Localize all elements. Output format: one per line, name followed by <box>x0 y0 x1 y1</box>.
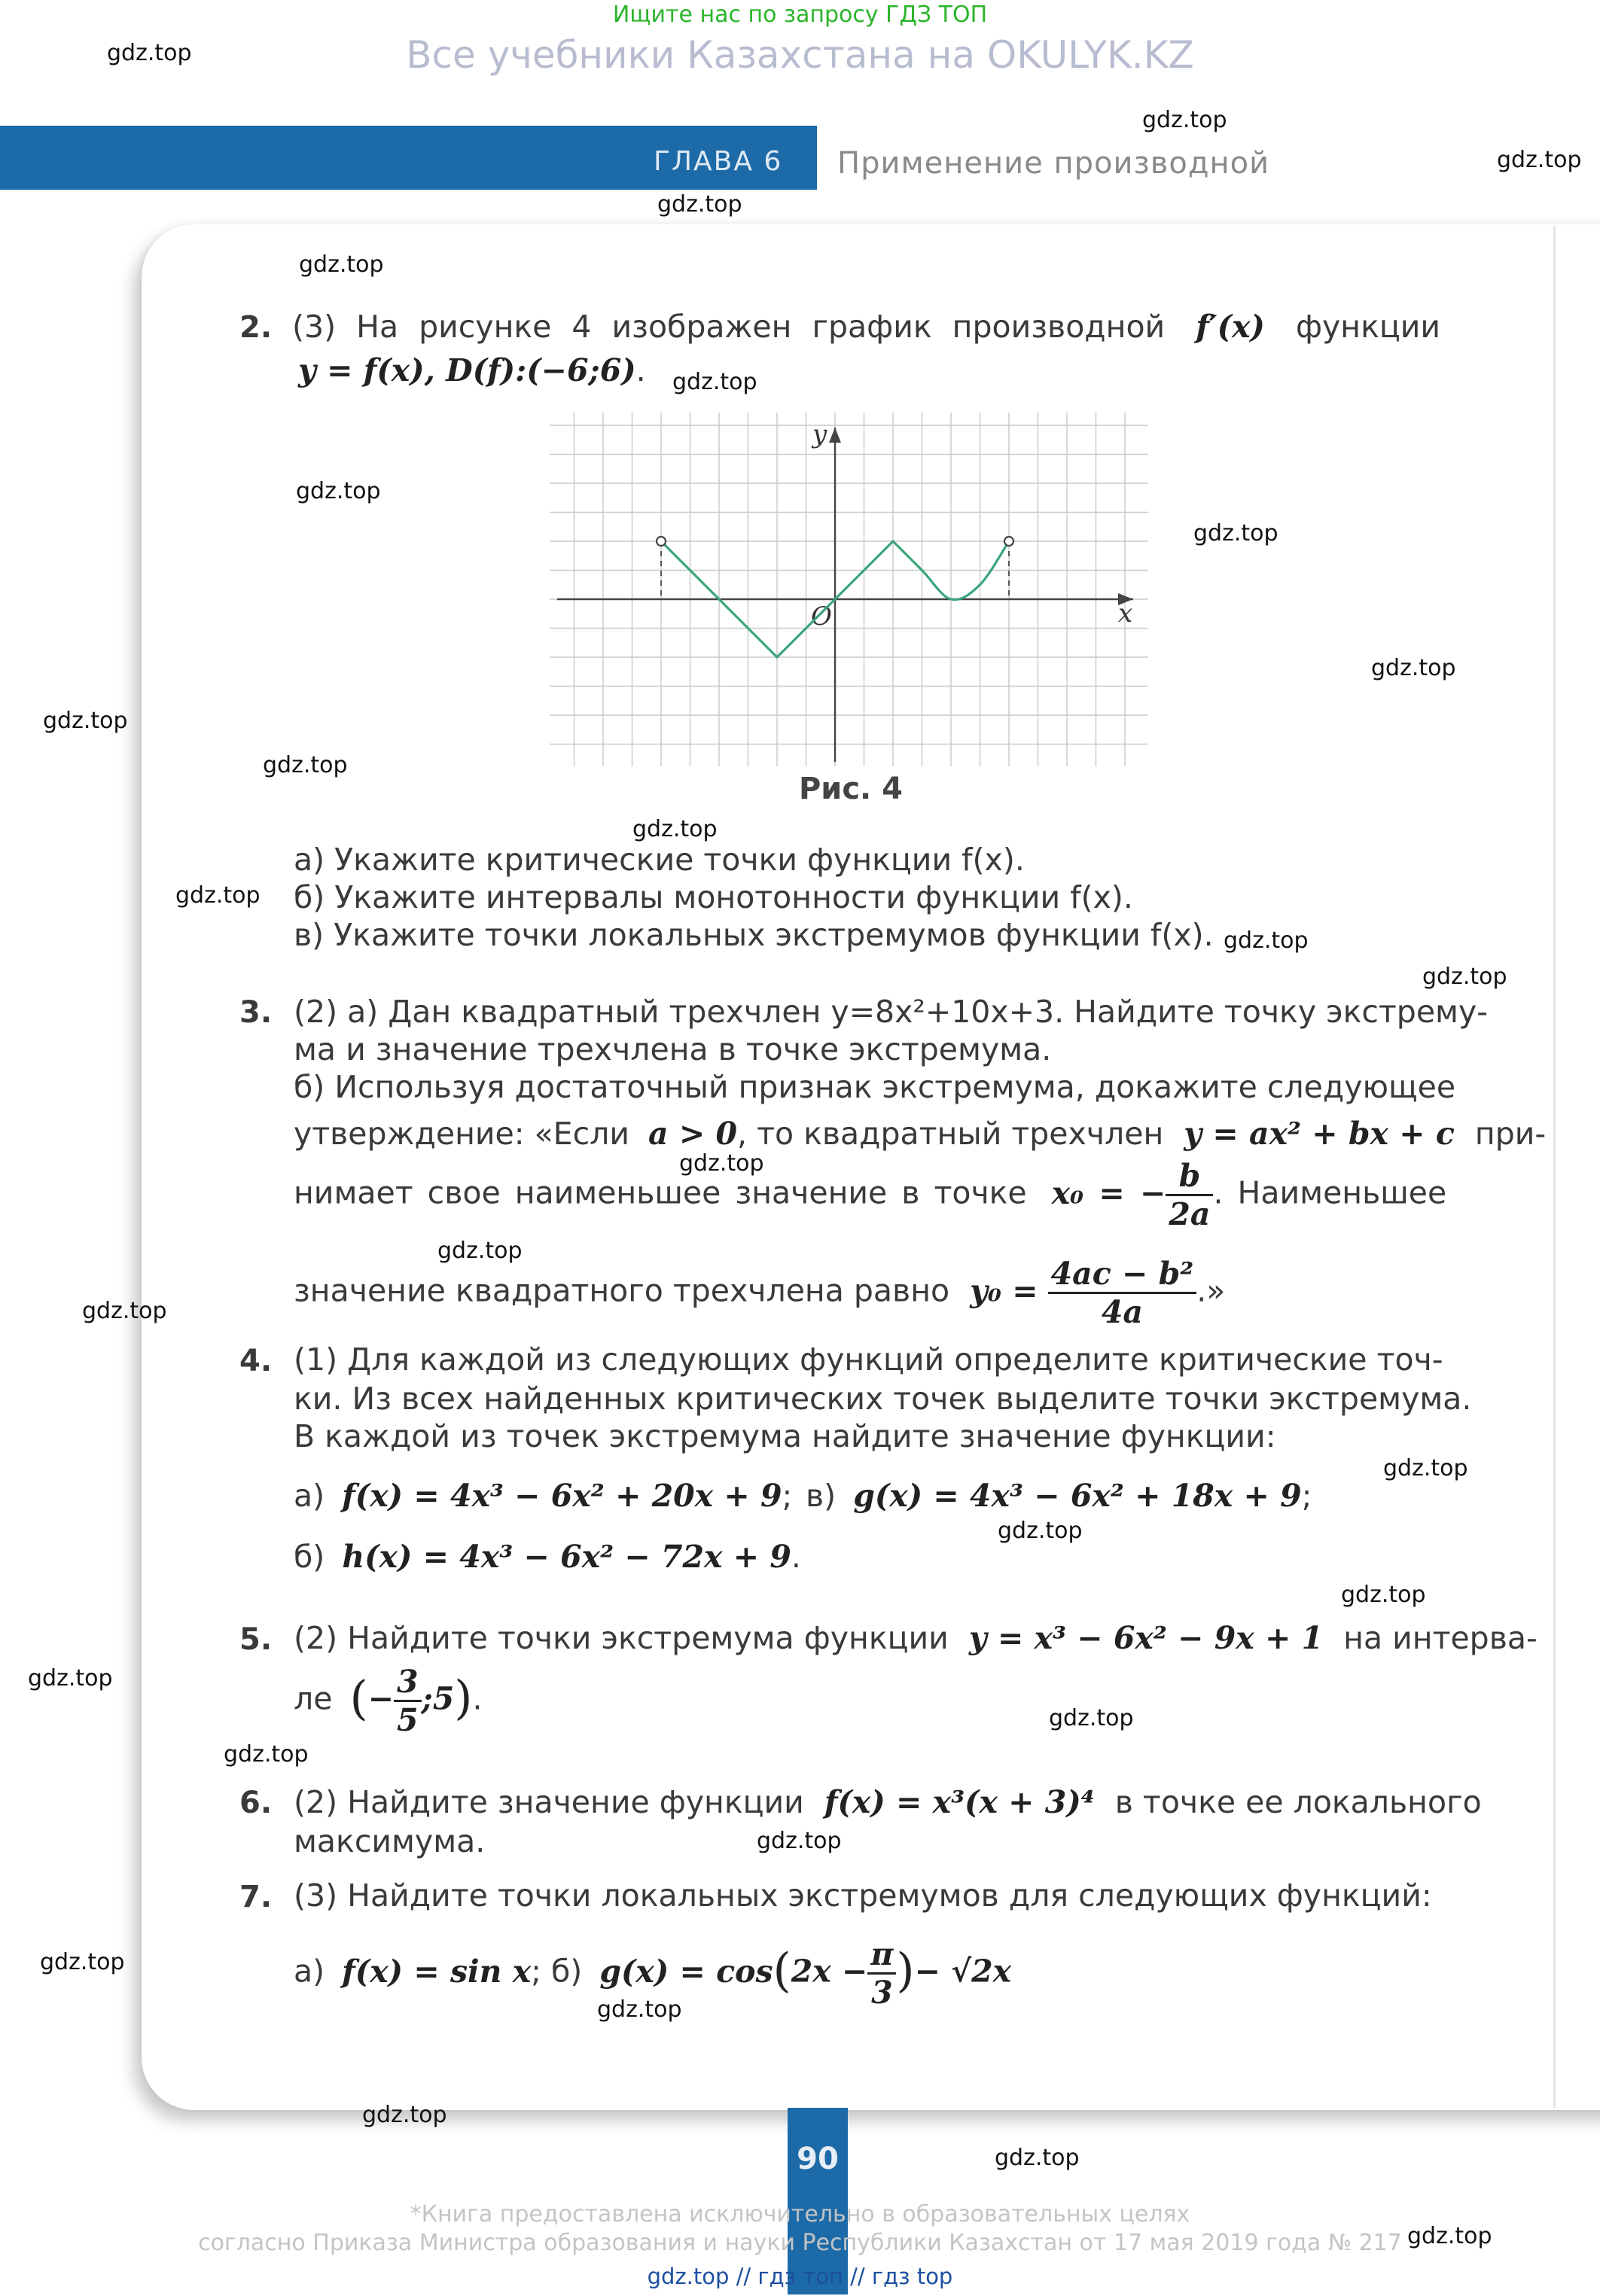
task-2-item-b: б) Укажите интервалы монотонности функции f(x). <box>294 879 1133 915</box>
y-axis-arrow <box>829 428 841 443</box>
watermark: gdz.top <box>679 1150 764 1177</box>
watermark: gdz.top <box>632 816 718 842</box>
task-5-line-1 <box>294 1620 1538 1656</box>
task-7-formula-g: g(x) = cos <box>599 1953 773 1990</box>
task-3-number: 3. <box>239 995 273 1030</box>
task-4-formula-h: h(x) = 4x³ − 6x² − 72x + 9 <box>342 1539 791 1575</box>
task-2-derivative: f′(x) <box>1196 309 1265 345</box>
task-6-function: f(x) = x³(x + 3)⁴ <box>824 1784 1095 1820</box>
watermark: gdz.top <box>263 752 348 778</box>
task-4-line-3: В каждой из точек экстремума найдите значение функции: <box>294 1418 1276 1454</box>
graph-grid <box>550 413 1148 766</box>
task-2-domain: y = f(x), D(f):(−6;6) <box>298 352 636 388</box>
fraction-denominator: 4a <box>1101 1294 1143 1330</box>
task-5-line-2 <box>294 1664 483 1738</box>
fraction-numerator: b <box>1166 1158 1213 1196</box>
task-6-text-wrap: в точке ее локального <box>1114 1784 1482 1820</box>
watermark: gdz.top <box>224 1741 309 1768</box>
task-5-number: 5. <box>239 1622 273 1657</box>
item-label: а) <box>294 1478 325 1514</box>
task-3-line-5 <box>294 1158 1446 1232</box>
watermark: gdz.top <box>998 1518 1083 1544</box>
watermark: gdz.top <box>82 1298 167 1324</box>
task-4-line-2: ки. Из всех найденных критических точек выделите точки экстремума. <box>294 1381 1472 1417</box>
task-3-statement-start: утверждение: «Если <box>294 1116 629 1152</box>
watermark: gdz.top <box>1224 927 1309 954</box>
footer-note-line-1: *Книга предоставлена исключительно в образовательных целях <box>410 2201 1190 2227</box>
task-5-function: y = x³ − 6x² − 9x + 1 <box>968 1620 1324 1656</box>
fraction-numerator: π <box>867 1936 896 1975</box>
task-4-formula-g: g(x) = 4x³ − 6x² + 18x + 9 <box>853 1478 1302 1514</box>
task-7-tail: − √2x <box>914 1953 1012 1990</box>
item-end: ; <box>782 1478 793 1514</box>
task-4-item-v <box>806 1478 1312 1514</box>
x-axis-label: x <box>1118 598 1133 629</box>
watermark: gdz.top <box>995 2145 1080 2171</box>
watermark: gdz.top <box>28 1665 113 1692</box>
task-3-line-3: б) Используя достаточный признак экстремума, докажите следующее <box>294 1069 1456 1105</box>
task-3-x0-fraction <box>1166 1158 1213 1232</box>
watermark: gdz.top <box>43 708 128 734</box>
task-2-dot: . <box>635 352 646 388</box>
task-3-y0-fraction <box>1048 1256 1197 1330</box>
task-4-formula-f: f(x) = 4x³ − 6x² + 20x + 9 <box>342 1478 782 1514</box>
watermark: gdz.top <box>1341 1582 1426 1608</box>
task-3-line-1: (2) а) Дан квадратный трехчлен y=8x²+10x+3. Найдите точку экстрему- <box>294 994 1489 1030</box>
task-5-text: (2) Найдите точки экстремума функции <box>294 1620 949 1656</box>
left-paren: ( <box>349 1670 368 1725</box>
watermark: gdz.top <box>1193 520 1278 547</box>
watermark: gdz.top <box>1142 107 1227 133</box>
right-paren: ) <box>454 1670 473 1725</box>
task-7-separator: ; б) <box>531 1953 583 1990</box>
fraction-numerator: 3 <box>394 1664 422 1702</box>
watermark: gdz.top <box>107 40 192 66</box>
footer-note-line-2: согласно Приказа Министра образования и науки Республики Казахстан от 17 мая 2019 года № 217 <box>198 2230 1402 2256</box>
task-3-statement-mid: , то квадратный трехчлен <box>737 1116 1164 1152</box>
watermark: gdz.top <box>1049 1705 1134 1731</box>
task-4-line-1: (1) Для каждой из следующих функций определите критические точ- <box>294 1341 1443 1378</box>
task-3-min-value-text: . Наименьшее <box>1213 1174 1447 1211</box>
footer-links[interactable]: gdz.top // гдз топ // гдз top <box>647 2264 953 2289</box>
task-3-line-4 <box>294 1116 1546 1152</box>
task-2-intro: (3) На рисунке 4 изображен график производной <box>292 309 1166 345</box>
origin-label: O <box>811 601 832 632</box>
chapter-label: ГЛАВА 6 <box>654 146 783 177</box>
task-3-quote-end: .» <box>1196 1272 1226 1309</box>
task-6-number: 6. <box>239 1786 273 1820</box>
watermark: gdz.top <box>175 882 261 909</box>
watermark: gdz.top <box>296 478 381 504</box>
watermark: gdz.top <box>597 1996 682 2023</box>
y-axis-label: y <box>812 419 827 449</box>
item-end: ; <box>1301 1478 1312 1514</box>
pi-fraction <box>867 1936 896 2011</box>
watermark: gdz.top <box>437 1238 523 1264</box>
search-hint: Ищите нас по запросу ГДЗ ТОП <box>612 2 988 28</box>
figure-caption: Рис. 4 <box>798 772 903 806</box>
watermark: gdz.top <box>362 2102 447 2128</box>
left-paren: ( <box>773 1942 791 1998</box>
task-3-x0: x₀ = − <box>1051 1174 1166 1211</box>
task-7-formula-f: f(x) = sin x <box>342 1953 532 1990</box>
watermark: gdz.top <box>1422 964 1507 990</box>
curve-endpoint <box>1004 537 1013 546</box>
task-3-min-point-text: нимает свое наименьшее значение в точке <box>294 1174 1027 1211</box>
task-7-number: 7. <box>239 1880 273 1914</box>
task-3-line-2: ма и значение трехчлена в точке экстремума. <box>294 1031 1052 1067</box>
item-label: а) <box>294 1953 325 1990</box>
task-3-quadratic: y = ax² + bx + c <box>1184 1116 1455 1152</box>
item-end: . <box>791 1539 801 1575</box>
task-4-number: 4. <box>239 1344 273 1378</box>
task-2-item-c: в) Укажите точки локальных экстремумов функции f(x). <box>294 917 1214 953</box>
watermark: gdz.top <box>657 191 742 218</box>
watermark: gdz.top <box>1497 147 1582 173</box>
fraction-denominator: 2a <box>1169 1196 1211 1232</box>
watermark: gdz.top <box>757 1828 842 1854</box>
interval-rest: ;5 <box>421 1680 455 1717</box>
task-2-intro-end: функции <box>1295 309 1441 345</box>
task-4-item-a <box>294 1478 792 1514</box>
task-3-y0: y₀ = <box>970 1272 1038 1309</box>
task-7-line-1: (3) Найдите точки локальных экстремумов для следующих функций: <box>294 1877 1432 1914</box>
curve-endpoint <box>657 537 666 546</box>
task-2-item-a: а) Укажите критические точки функции f(x). <box>294 842 1025 878</box>
task-3-min-value-label: значение квадратного трехчлена равно <box>294 1272 950 1309</box>
watermark: gdz.top <box>299 251 384 278</box>
task-3-condition: a > 0 <box>648 1116 738 1152</box>
interval-fraction <box>394 1664 422 1738</box>
brand-banner[interactable]: Все учебники Казахстана на OKULYK.KZ <box>406 33 1194 77</box>
watermark: gdz.top <box>672 369 757 395</box>
task-5-text-wrap: на интерва- <box>1343 1620 1538 1656</box>
task-2-line-1 <box>292 309 1440 345</box>
task-4-item-b <box>294 1539 801 1575</box>
watermark: gdz.top <box>1383 1455 1468 1481</box>
fraction-numerator: 4ac − b² <box>1048 1256 1197 1294</box>
derivative-graph <box>550 413 1148 766</box>
right-divider <box>1553 226 1556 2108</box>
watermark: gdz.top <box>1371 655 1456 681</box>
task-7-inner: 2x − <box>791 1953 868 1990</box>
chapter-title: Применение производной <box>837 146 1270 181</box>
fraction-denominator: 3 <box>871 1975 893 2011</box>
right-paren: ) <box>896 1942 915 1998</box>
task-2-number: 2. <box>239 310 273 345</box>
task-3-line-6 <box>294 1256 1225 1330</box>
page-number: 90 <box>797 2142 839 2176</box>
task-3-statement-wrap: при- <box>1474 1116 1547 1152</box>
interval-minus: − <box>367 1680 395 1717</box>
task-5-dot: . <box>472 1680 483 1717</box>
task-5-text-end: ле <box>294 1680 333 1717</box>
item-label: в) <box>806 1478 837 1514</box>
task-6-line-1 <box>294 1784 1482 1820</box>
watermark: gdz.top <box>40 1949 125 1975</box>
watermark: gdz.top <box>1407 2223 1492 2249</box>
fraction-denominator: 5 <box>397 1702 419 1738</box>
task-2-line-2 <box>298 352 646 388</box>
task-6-line-2: максимума. <box>294 1823 486 1859</box>
task-6-text: (2) Найдите значение функции <box>294 1784 804 1820</box>
item-label: б) <box>294 1539 325 1575</box>
